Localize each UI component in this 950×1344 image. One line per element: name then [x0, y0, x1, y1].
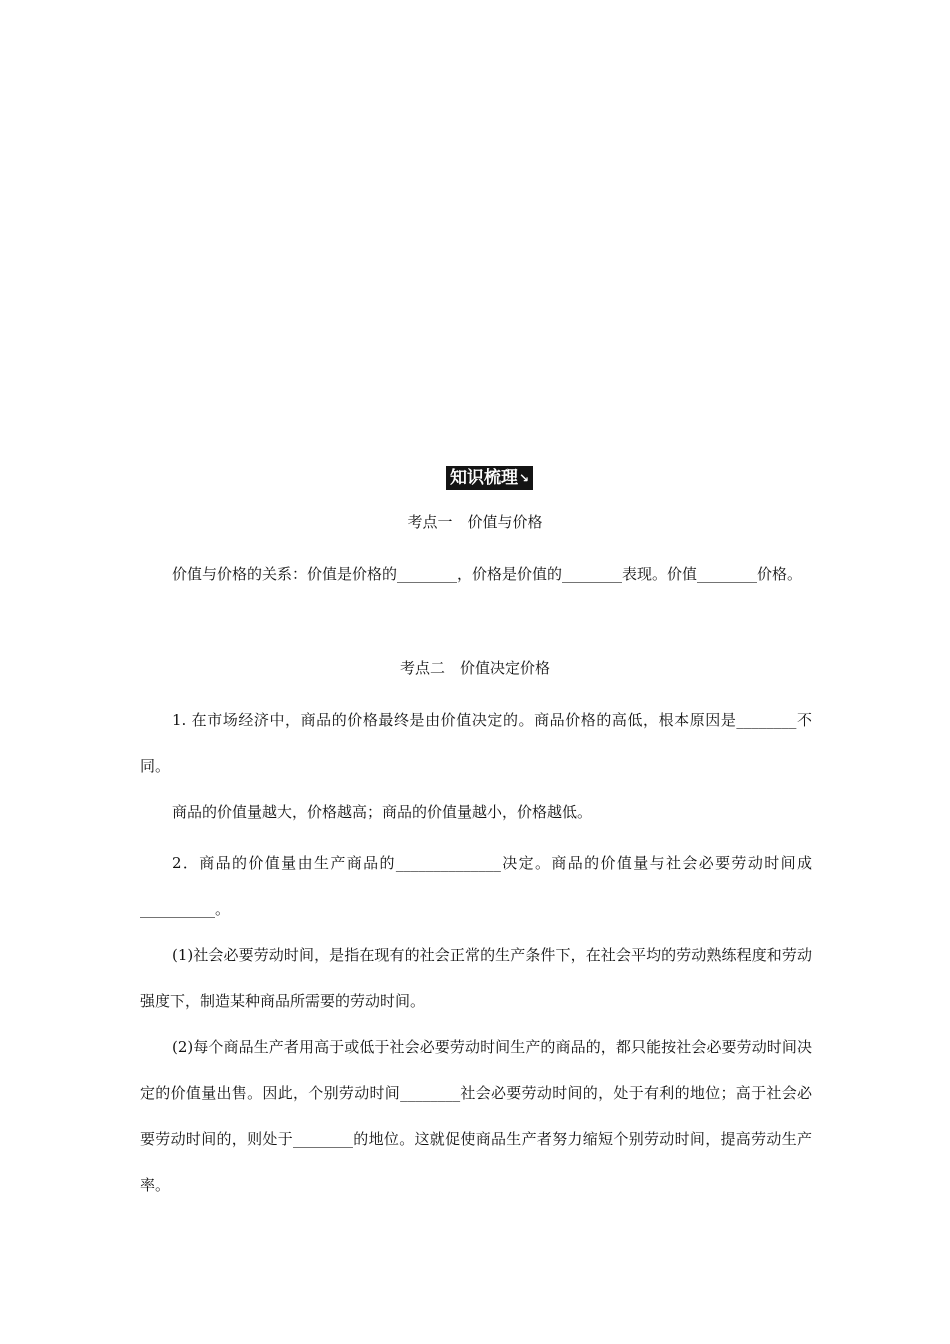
- paragraph-individual-labor-time: (2)每个商品生产者用高于或低于社会必要劳动时间生产的商品的，都只能按社会必要劳动时间决定的价值量出售。因此，个别劳动时间________社会必要劳动时间的，处于有利的地位；高于社会必要劳动时间的，则处于________的地位。这就促使商品生产者努力缩短个别劳动时间，提高劳动生产率。: [140, 1038, 812, 1194]
- paragraph-necessary-labor-time: (1)社会必要劳动时间，是指在现有的社会正常的生产条件下，在社会平均的劳动熟练程度和劳动强度下，制造某种商品所需要的劳动时间。: [140, 946, 812, 1010]
- paragraph-value-quantity: 商品的价值量越大，价格越高；商品的价值量越小，价格越低。: [172, 803, 593, 821]
- paragraph-value-price-relation: 价值与价格的关系：价值是价格的________，价格是价值的________表现。价值________价格。: [172, 565, 803, 583]
- heading-point-2: 考点二 价值决定价格: [399, 659, 550, 677]
- heading-point-1: 考点一 价值与价格: [407, 513, 543, 531]
- paragraph-market-economy: 1. 在市场经济中，商品的价格最终是由价值决定的。商品价格的高低，根本原因是________不同。: [140, 711, 812, 775]
- section-banner: [446, 466, 533, 490]
- paragraph-value-determination: 2．商品的价值量由生产商品的______________决定。商品的价值量与社会必要劳动时间成__________。: [140, 854, 812, 918]
- section-banner-label: 知识梳理: [450, 468, 518, 488]
- arrow-down-right-icon: ↘: [519, 471, 530, 485]
